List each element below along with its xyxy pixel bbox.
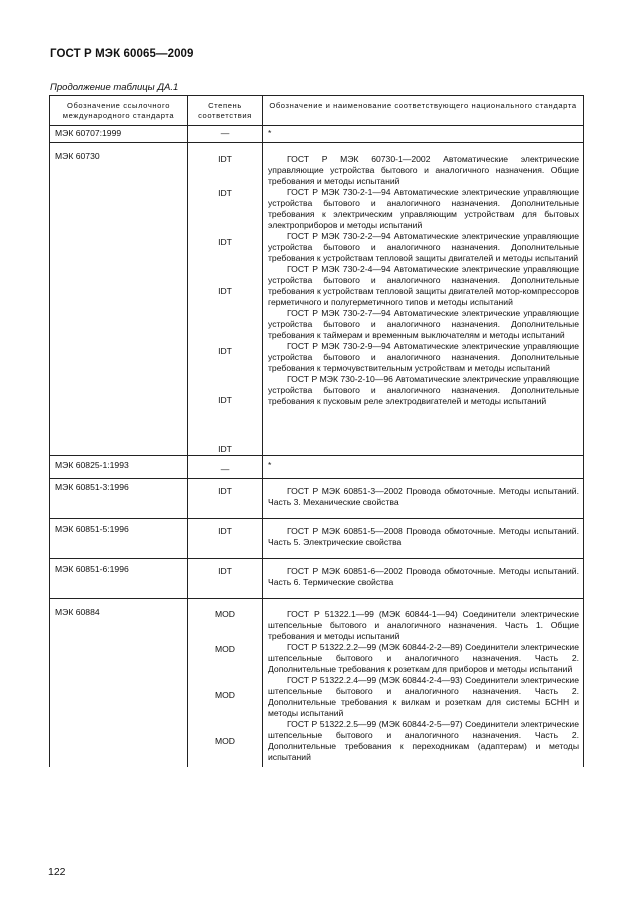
degree-value: MOD	[214, 644, 236, 654]
national-standard-cell-group	[263, 143, 584, 456]
table-row	[50, 126, 584, 143]
degree-cell-group	[188, 143, 263, 456]
document-title: ГОСТ Р МЭК 60065—2009	[50, 48, 194, 60]
international-standard-cell: МЭК 60851-6:1996	[50, 559, 188, 599]
degree-value: IDT	[218, 237, 232, 247]
degree-cell: —	[188, 126, 263, 143]
national-standard-entry: ГОСТ Р МЭК 730-2-4—94 Автоматические электрические управляющие устройства бытового и аналогичного назначения. Дополнительные требования к устройствам тепловой защиты двигателей мотор-компрессоров герметичного и полугерметичного типов и методы испытаний	[268, 264, 579, 307]
degree-value: MOD	[214, 736, 236, 746]
table-row	[50, 479, 584, 519]
degree-value: IDT	[218, 188, 232, 198]
international-standard-cell: МЭК 60884	[50, 599, 188, 768]
national-standard-cell	[263, 479, 584, 519]
degree-value: MOD	[214, 690, 236, 700]
national-standard-cell: *	[263, 126, 584, 143]
national-standard-cell-group	[263, 599, 584, 768]
national-standard-entry: ГОСТ Р 51322.2.4—99 (МЭК 60844-2-4—93) Соединители электрические штепсельные бытового и аналогичного назначения. Часть 2. Дополнительные требования к вилкам и розеткам для системы БСНН и методы испытаний	[268, 675, 579, 718]
degree-cell-group	[188, 599, 263, 768]
table-row	[50, 599, 584, 768]
national-standard-entry: ГОСТ Р МЭК 730-2-1—94 Автоматические электрические управляющие устройства бытового и аналогичного назначения. Дополнительные требования к электрическим управляющим устройствам для бытовых электроприборов и методы испытаний	[268, 187, 579, 230]
column-header-degree: Степень соответствия	[188, 96, 263, 126]
national-standard-entry: ГОСТ Р 51322.1—99 (МЭК 60844-1—94) Соединители электрические штепсельные бытового и аналогичного назначения. Часть 1. Общие требования и методы испытаний	[268, 609, 579, 641]
national-standard-cell: *	[263, 456, 584, 479]
degree-value: IDT	[218, 346, 232, 356]
international-standard-cell: МЭК 60851-5:1996	[50, 519, 188, 559]
international-standard-cell: МЭК 60825-1:1993	[50, 456, 188, 479]
national-standard-entry: ГОСТ Р МЭК 730-2-10—96 Автоматические электрические управляющие устройства бытового и аналогичного назначения. Дополнительные требования к пусковым реле электродвигателей и методы испытаний	[268, 374, 579, 406]
national-standard-entry: ГОСТ Р МЭК 60851-5—2008 Провода обмоточные. Методы испытаний. Часть 5. Электрические свойства	[268, 526, 579, 547]
degree-value: IDT	[218, 444, 232, 454]
degree-cell: IDT	[188, 559, 263, 599]
degree-value: MOD	[214, 609, 236, 619]
table-header-row	[50, 96, 584, 126]
table-row	[50, 559, 584, 599]
national-standard-entry: ГОСТ Р МЭК 730-2-2—94 Автоматические электрические управляющие устройства бытового и аналогичного назначения. Дополнительные требования к устройствам тепловой защиты двигателей и методы испытаний	[268, 231, 579, 263]
degree-cell: IDT	[188, 479, 263, 519]
national-standard-entry: ГОСТ Р МЭК 730-2-7—94 Автоматические электрические управляющие устройства бытового и аналогичного назначения. Дополнительные требования к таймерам и временным выключателям и методы испытаний	[268, 308, 579, 340]
international-standard-cell: МЭК 60730	[50, 143, 188, 456]
column-header-international: Обозначение ссылочного международного стандарта	[50, 96, 188, 126]
national-standard-entry: ГОСТ Р 51322.2.2—99 (МЭК 60844-2-2—89) Соединители электрические штепсельные бытового и аналогичного назначения. Часть 2. Дополнительные требования к розеткам для приборов и методы испытаний	[268, 642, 579, 674]
page-number: 122	[48, 866, 66, 878]
international-standard-cell: МЭК 60851-3:1996	[50, 479, 188, 519]
national-standard-entry: ГОСТ Р МЭК 60730-1—2002 Автоматические электрические управляющие устройства бытового и аналогичного назначения. Общие требования и методы испытаний	[268, 154, 579, 186]
national-standard-cell	[263, 519, 584, 559]
degree-cell: —	[188, 456, 263, 479]
national-standard-cell	[263, 559, 584, 599]
degree-value: IDT	[218, 395, 232, 405]
national-standard-entry: ГОСТ Р МЭК 730-2-9—94 Автоматические электрические управляющие устройства бытового и аналогичного назначения. Дополнительные требования к термочувствительным устройствам и методы испытаний	[268, 341, 579, 373]
international-standard-cell: МЭК 60707:1999	[50, 126, 188, 143]
degree-cell: IDT	[188, 519, 263, 559]
table-continuation-caption: Продолжение таблицы ДА.1	[50, 82, 179, 93]
table-row	[50, 519, 584, 559]
degree-value: IDT	[218, 286, 232, 296]
column-header-national: Обозначение и наименование соответствующего национального стандарта	[263, 96, 584, 126]
degree-value: IDT	[218, 154, 232, 164]
standards-correspondence-table	[49, 95, 584, 767]
national-standard-entry: ГОСТ Р МЭК 60851-3—2002 Провода обмоточные. Методы испытаний. Часть 3. Механические свойства	[268, 486, 579, 507]
national-standard-entry: ГОСТ Р 51322.2.5—99 (МЭК 60844-2-5—97) Соединители электрические штепсельные бытового и аналогичного назначения. Часть 2. Дополнительные требования к переходникам (адаптерам) и методы испытаний	[268, 719, 579, 762]
national-standard-entry: ГОСТ Р МЭК 60851-6—2002 Провода обмоточные. Методы испытаний. Часть 6. Термические свойства	[268, 566, 579, 587]
table-row	[50, 456, 584, 479]
table-row	[50, 143, 584, 456]
